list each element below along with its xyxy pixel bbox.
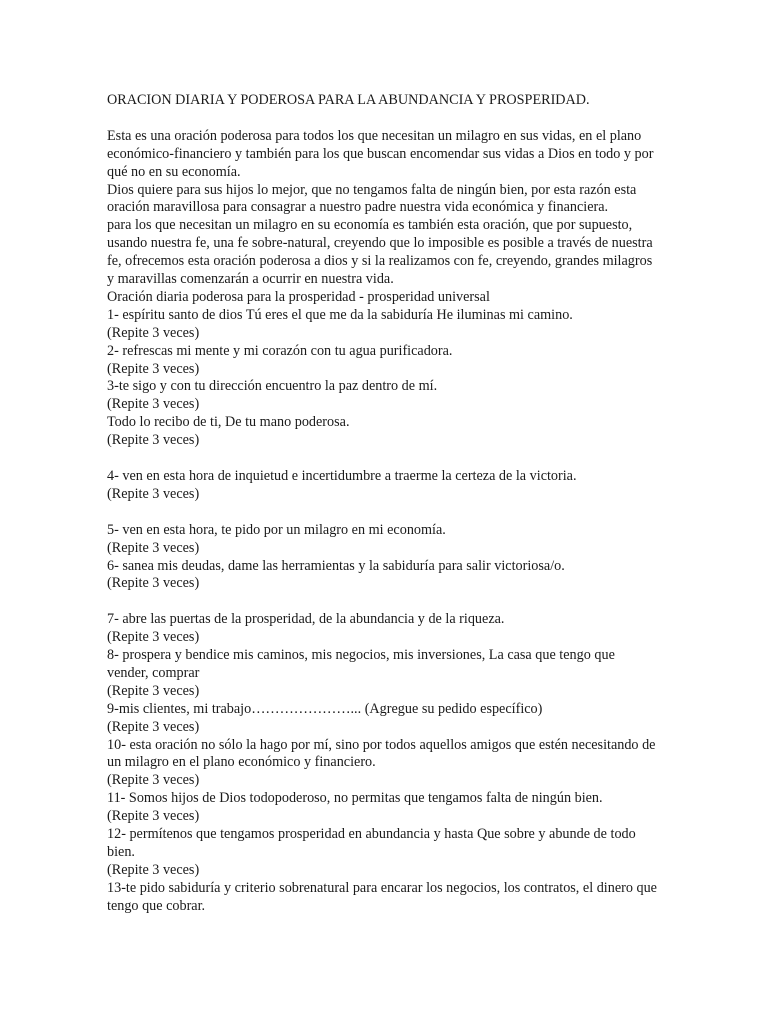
repeat-note: (Repite 3 veces) [107, 772, 200, 789]
prayer-subtitle: Oración diaria poderosa para la prosperidad - prosperidad universal [107, 288, 490, 305]
repeat-note: (Repite 3 veces) [107, 861, 200, 878]
repeat-note: (Repite 3 veces) [107, 324, 200, 341]
repeat-note: (Repite 3 veces) [107, 539, 200, 556]
repeat-note: (Repite 3 veces) [107, 396, 200, 413]
intro-paragraph-2: Dios quiere para sus hijos lo mejor, que no tengamos falta de ningún bien, por esta razón esta oración maravillosa para consagrar a nuestro padre nuestra vida económica y financiera. [107, 181, 637, 216]
repeat-note: (Repite 3 veces) [107, 432, 200, 449]
prayer-item-5: 5- ven en esta hora, te pido por un milagro en mi economía. [107, 521, 446, 538]
repeat-note: (Repite 3 veces) [107, 629, 200, 646]
spacer [107, 504, 657, 522]
prayer-item-3: 3-te sigo y con tu dirección encuentro la paz dentro de mí. [107, 378, 438, 395]
repeat-note: (Repite 3 veces) [107, 575, 200, 592]
prayer-item-10: 10- esta oración no sólo la hago por mí, sino por todos aquellos amigos que estén necesitando de un milagro en el plano económico y financiero. [107, 736, 656, 771]
prayer-item-8: 8- prospera y bendice mis caminos, mis negocios, mis inversiones, La casa que tengo que vender, comprar [107, 647, 615, 681]
prayer-item-7: 7- abre las puertas de la prosperidad, de la abundancia y de la riqueza. [107, 611, 505, 628]
document-title: ORACION DIARIA Y PODEROSA PARA LA ABUNDANCIA Y PROSPERIDAD. [107, 92, 590, 108]
intro-paragraph-1: Esta es una oración poderosa para todos los que necesitan un milagro en sus vidas, en el plano económico-financiero y también para los que buscan encomendar sus vidas a Dios en todo y por qué no en su economía. [107, 127, 654, 180]
spacer [107, 450, 657, 468]
document-body [107, 92, 657, 916]
prayer-item-11: 11- Somos hijos de Dios todopoderoso, no permitas que tengamos falta de ningún bien. [107, 790, 603, 807]
prayer-item-13: 13-te pido sabiduría y criterio sobrenatural para encarar los negocios, los contratos, el dinero que tengo que cobrar. [107, 879, 657, 914]
spacer [107, 593, 657, 611]
prayer-item-1: 1- espíritu santo de dios Tú eres el que me da la sabiduría He iluminas mi camino. [107, 306, 573, 323]
prayer-item-6: 6- sanea mis deudas, dame las herramientas y la sabiduría para salir victoriosa/o. [107, 557, 565, 574]
prayer-item-12: 12- permítenos que tengamos prosperidad en abundancia y hasta Que sobre y abunde de todo bien. [107, 826, 636, 860]
repeat-note: (Repite 3 veces) [107, 682, 200, 699]
repeat-note: (Repite 3 veces) [107, 718, 200, 735]
prayer-item-4: 4- ven en esta hora de inquietud e incertidumbre a traerme la certeza de la victoria. [107, 468, 577, 484]
repeat-note: (Repite 3 veces) [107, 485, 200, 502]
prayer-item-9: 9-mis clientes, mi trabajo…………………... (Agregue su pedido específico) [107, 700, 543, 717]
intro-paragraph-3: para los que necesitan un milagro en su economía es también esta oración, que por supuesto, usando nuestra fe, una fe sobre-natural, creyendo que lo imposible es posible a través de nuestra fe, ofrecemos esta oración poderosa a dios y si la realizamos con fe, creyendo, grandes milagros y maravillas comenzarán a ocurrir en nuestra vida. [107, 217, 653, 288]
repeat-note: (Repite 3 veces) [107, 360, 200, 377]
prayer-item-2: 2- refrescas mi mente y mi corazón con tu agua purificadora. [107, 342, 453, 359]
prayer-item-3b: Todo lo recibo de ti, De tu mano poderosa. [107, 414, 350, 431]
repeat-note: (Repite 3 veces) [107, 808, 200, 825]
